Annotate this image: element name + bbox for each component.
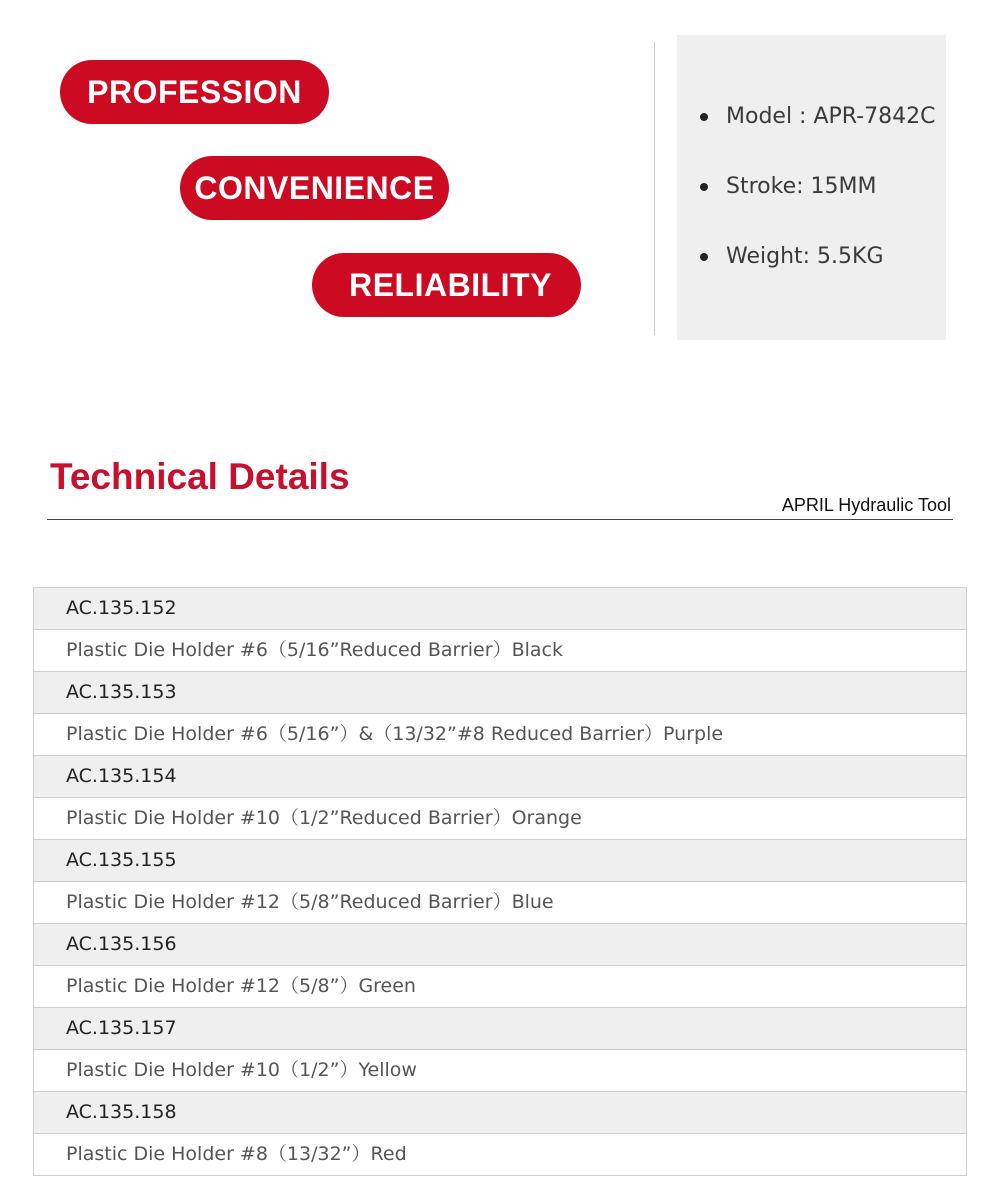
part-code-row: AC.135.158 [34, 1092, 966, 1134]
part-code-row: AC.135.155 [34, 840, 966, 882]
part-desc-row: Plastic Die Holder #8（13/32”）Red [34, 1134, 966, 1176]
feature-badge-profession: PROFESSION [60, 60, 329, 124]
part-code-row: AC.135.153 [34, 672, 966, 714]
part-code-row: AC.135.152 [34, 588, 966, 630]
feature-badge-reliability: RELIABILITY [312, 253, 581, 317]
bullet-icon [700, 183, 708, 191]
spec-weight-text: Weight: 5.5KG [726, 244, 884, 269]
part-code-row: AC.135.156 [34, 924, 966, 966]
part-code-row: AC.135.157 [34, 1008, 966, 1050]
part-code-row: AC.135.154 [34, 756, 966, 798]
part-desc-row: Plastic Die Holder #12（5/8”）Green [34, 966, 966, 1008]
spec-stroke [726, 174, 876, 200]
bullet-icon [700, 253, 708, 261]
spec-model-text: Model : APR-7842C [726, 104, 936, 129]
brand-caption: APRIL Hydraulic Tool [781, 495, 951, 515]
vertical-divider [654, 42, 655, 335]
feature-badge-convenience: CONVENIENCE [180, 156, 449, 220]
section-title: Technical Details [50, 456, 350, 497]
part-desc-row: Plastic Die Holder #12（5/8”Reduced Barrier）Blue [34, 882, 966, 924]
part-desc-row: Plastic Die Holder #10（1/2”Reduced Barrier）Orange [34, 798, 966, 840]
spec-weight [726, 244, 884, 270]
bullet-icon [700, 113, 708, 121]
part-desc-row: Plastic Die Holder #10（1/2”）Yellow [34, 1050, 966, 1092]
horizontal-rule [47, 519, 953, 520]
spec-panel [677, 35, 946, 340]
part-desc-row: Plastic Die Holder #6（5/16”Reduced Barrier）Black [34, 630, 966, 672]
parts-table [33, 587, 967, 1176]
spec-stroke-text: Stroke: 15MM [726, 174, 877, 199]
part-desc-row: Plastic Die Holder #6（5/16”）&（13/32”#8 Reduced Barrier）Purple [34, 714, 966, 756]
spec-model [726, 104, 935, 130]
